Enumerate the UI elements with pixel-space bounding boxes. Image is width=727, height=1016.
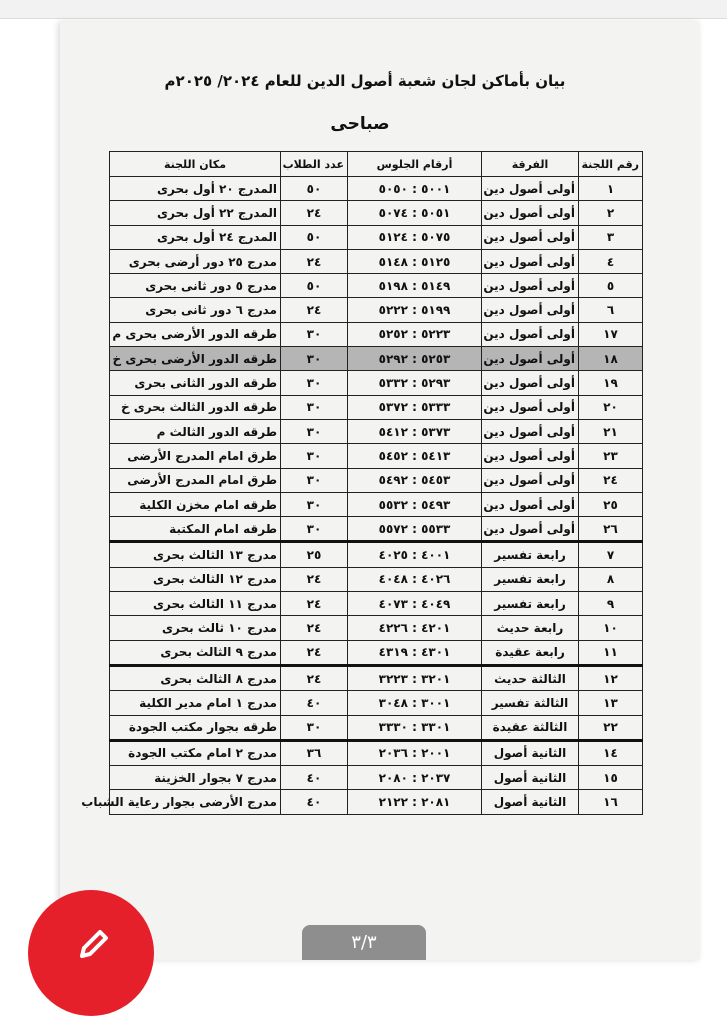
- grade-cell: رابعة حديث: [482, 616, 579, 640]
- seat-numbers-cell: ٤٠٤٩ : ٤٠٧٣: [348, 592, 482, 616]
- grade-cell: أولى أصول دين: [482, 517, 579, 542]
- committee-no-cell: ٢٢: [579, 715, 643, 740]
- student-count-cell: ٢٥: [281, 542, 348, 567]
- seat-numbers-cell: ٥٤٩٣ : ٥٥٣٢: [348, 492, 482, 516]
- committee-place-cell: مدرج ٩ الثالث بحرى: [110, 640, 281, 665]
- grade-cell: أولى أصول دين: [482, 444, 579, 468]
- table-row: [110, 665, 643, 690]
- seat-numbers-cell: ٣٠٠١ : ٣٠٤٨: [348, 691, 482, 715]
- student-count-cell: ٣٠: [281, 347, 348, 371]
- committee-place-cell: طرقه الدور الثالث بحرى خ: [110, 395, 281, 419]
- table-row: [110, 298, 643, 322]
- column-header-seat-numbers: أرقام الجلوس: [348, 152, 482, 177]
- committee-place-cell: طرقه الدور الثالث م: [110, 419, 281, 443]
- shift-label: صباحى: [330, 114, 390, 134]
- committee-place-cell: مدرج ١ امام مدير الكلية: [110, 691, 281, 715]
- column-header-grade: الفرقة: [482, 152, 579, 177]
- grade-cell: الثانية أصول: [482, 766, 579, 790]
- committee-place-cell: مدرج ٧ بجوار الخزينة: [110, 766, 281, 790]
- seat-numbers-cell: ٥٠٠١ : ٥٠٥٠: [348, 177, 482, 201]
- grade-cell: أولى أصول دين: [482, 249, 579, 273]
- student-count-cell: ٣٠: [281, 371, 348, 395]
- student-count-cell: ٥٠: [281, 274, 348, 298]
- viewer-top-bar: [0, 0, 727, 19]
- committee-no-cell: ١٢: [579, 665, 643, 690]
- seat-numbers-cell: ٢٠٠١ : ٢٠٣٦: [348, 740, 482, 765]
- seat-numbers-cell: ٥٥٣٣ : ٥٥٧٢: [348, 517, 482, 542]
- committee-no-cell: ٦: [579, 298, 643, 322]
- grade-cell: رابعة تفسير: [482, 567, 579, 591]
- grade-cell: أولى أصول دين: [482, 371, 579, 395]
- committee-no-cell: ١٠: [579, 616, 643, 640]
- committee-no-cell: ٣: [579, 225, 643, 249]
- seat-numbers-cell: ٥٢٩٣ : ٥٣٣٢: [348, 371, 482, 395]
- committee-no-cell: ٢٦: [579, 517, 643, 542]
- committee-no-cell: ٧: [579, 542, 643, 567]
- committee-no-cell: ٢٠: [579, 395, 643, 419]
- committees-table: [81, 151, 643, 815]
- seat-numbers-cell: ٥٠٥١ : ٥٠٧٤: [348, 201, 482, 225]
- seat-numbers-cell: ٣٢٠١ : ٣٢٢٣: [348, 665, 482, 690]
- grade-cell: الثانية أصول: [482, 740, 579, 765]
- table-row: [110, 468, 643, 492]
- committee-place-cell: المدرج ٢٠ أول بحرى: [110, 177, 281, 201]
- grade-cell: أولى أصول دين: [482, 322, 579, 346]
- table-row: [110, 371, 643, 395]
- table-row: [110, 616, 643, 640]
- committee-place-cell: المدرج ٢٢ أول بحرى: [110, 201, 281, 225]
- student-count-cell: ٤٠: [281, 691, 348, 715]
- committee-no-cell: ٩: [579, 592, 643, 616]
- seat-numbers-cell: ٥٤٥٣ : ٥٤٩٢: [348, 468, 482, 492]
- committee-place-cell: مدرج ١٣ الثالث بحرى: [110, 542, 281, 567]
- table-row: [110, 249, 643, 273]
- committee-place-cell: طرقه امام مخزن الكلية: [110, 492, 281, 516]
- table-row: [110, 715, 643, 740]
- committee-place-cell: مدرج ٦ دور ثانى بحرى: [110, 298, 281, 322]
- committee-place-cell: مدرج ١١ الثالث بحرى: [110, 592, 281, 616]
- committee-place-cell: المدرج ٢٤ أول بحرى: [110, 225, 281, 249]
- grade-cell: الثالثة عقيدة: [482, 715, 579, 740]
- committee-no-cell: ١٧: [579, 322, 643, 346]
- committee-no-cell: ١٣: [579, 691, 643, 715]
- committee-no-cell: ١٩: [579, 371, 643, 395]
- table-row: [110, 640, 643, 665]
- student-count-cell: ٢٤: [281, 592, 348, 616]
- student-count-cell: ٢٤: [281, 616, 348, 640]
- edit-fab-button[interactable]: [28, 890, 154, 1016]
- grade-cell: أولى أصول دين: [482, 395, 579, 419]
- grade-cell: الثالثة تفسير: [482, 691, 579, 715]
- table-row: [110, 322, 643, 346]
- committee-no-cell: ٢٥: [579, 492, 643, 516]
- committee-no-cell: ٢٣: [579, 444, 643, 468]
- student-count-cell: ٣٠: [281, 517, 348, 542]
- seat-numbers-cell: ٢٠٨١ : ٢١٢٢: [348, 790, 482, 814]
- seat-numbers-cell: ٥١٩٩ : ٥٢٢٢: [348, 298, 482, 322]
- committee-no-cell: ٢: [579, 201, 643, 225]
- grade-cell: أولى أصول دين: [482, 347, 579, 371]
- committee-place-cell: مدرج ٨ الثالث بحرى: [110, 665, 281, 690]
- committee-no-cell: ١٥: [579, 766, 643, 790]
- grade-cell: أولى أصول دين: [482, 274, 579, 298]
- column-header-committee-place: مكان اللجنة: [110, 152, 281, 177]
- table-row: [110, 567, 643, 591]
- student-count-cell: ٢٤: [281, 201, 348, 225]
- committee-no-cell: ١٤: [579, 740, 643, 765]
- student-count-cell: ٣٠: [281, 444, 348, 468]
- committee-place-cell: مدرج ٢٥ دور أرضى بحرى: [110, 249, 281, 273]
- committee-place-cell: طرقه امام المكتبة: [110, 517, 281, 542]
- column-header-committee-no: رقم اللجنة: [579, 152, 643, 177]
- table-row: [110, 766, 643, 790]
- grade-cell: رابعة تفسير: [482, 592, 579, 616]
- table-header-row: [110, 152, 643, 177]
- grade-cell: أولى أصول دين: [482, 468, 579, 492]
- student-count-cell: ٣٠: [281, 395, 348, 419]
- seat-numbers-cell: ٥٣٧٣ : ٥٤١٢: [348, 419, 482, 443]
- table-row: [110, 225, 643, 249]
- grade-cell: أولى أصول دين: [482, 419, 579, 443]
- committee-place-cell: مدرج ٥ دور ثانى بحرى: [110, 274, 281, 298]
- student-count-cell: ٥٠: [281, 177, 348, 201]
- table-row: [110, 592, 643, 616]
- student-count-cell: ٣٦: [281, 740, 348, 765]
- grade-cell: أولى أصول دين: [482, 177, 579, 201]
- seat-numbers-cell: ٤٣٠١ : ٤٣١٩: [348, 640, 482, 665]
- table-row: [110, 691, 643, 715]
- table-row: [110, 542, 643, 567]
- table-row: [110, 177, 643, 201]
- student-count-cell: ٣٠: [281, 715, 348, 740]
- committee-no-cell: ٢٤: [579, 468, 643, 492]
- student-count-cell: ٢٤: [281, 298, 348, 322]
- committee-place-cell: طرق امام المدرج الأرضى: [110, 468, 281, 492]
- committee-no-cell: ٨: [579, 567, 643, 591]
- seat-numbers-cell: ٥١٤٩ : ٥١٩٨: [348, 274, 482, 298]
- student-count-cell: ٣٠: [281, 468, 348, 492]
- committee-place-cell: مدرج ١٢ الثالث بحرى: [110, 567, 281, 591]
- grade-cell: أولى أصول دين: [482, 201, 579, 225]
- student-count-cell: ٣٠: [281, 322, 348, 346]
- table-row: [110, 444, 643, 468]
- table-row: [110, 492, 643, 516]
- seat-numbers-cell: ٤٠٢٦ : ٤٠٤٨: [348, 567, 482, 591]
- grade-cell: الثانية أصول: [482, 790, 579, 814]
- committee-no-cell: ١٦: [579, 790, 643, 814]
- seat-numbers-cell: ٤٠٠١ : ٤٠٢٥: [348, 542, 482, 567]
- table-row: [110, 740, 643, 765]
- committee-no-cell: ٢١: [579, 419, 643, 443]
- table-row: [110, 419, 643, 443]
- student-count-cell: ٣٠: [281, 492, 348, 516]
- seat-numbers-cell: ٤٢٠١ : ٤٢٢٦: [348, 616, 482, 640]
- seat-numbers-cell: ٥٢٢٣ : ٥٢٥٢: [348, 322, 482, 346]
- grade-cell: أولى أصول دين: [482, 492, 579, 516]
- seat-numbers-cell: ٥٠٧٥ : ٥١٢٤: [348, 225, 482, 249]
- student-count-cell: ٢٤: [281, 249, 348, 273]
- table-row: [110, 201, 643, 225]
- committee-place-cell: مدرج الأرضى بجوار رعاية الشباب: [110, 790, 281, 814]
- committee-no-cell: ١٨: [579, 347, 643, 371]
- student-count-cell: ٢٤: [281, 567, 348, 591]
- grade-cell: رابعة تفسير: [482, 542, 579, 567]
- committee-place-cell: مدرج ١٠ ثالث بحرى: [110, 616, 281, 640]
- committee-place-cell: طرقه الدور الثانى بحرى: [110, 371, 281, 395]
- seat-numbers-cell: ٣٣٠١ : ٣٣٣٠: [348, 715, 482, 740]
- seat-numbers-cell: ٥٢٥٣ : ٥٢٩٢: [348, 347, 482, 371]
- pencil-icon: [74, 924, 114, 964]
- committee-place-cell: طرقه الدور الأرضى بحرى خ: [110, 347, 281, 371]
- committee-no-cell: ٥: [579, 274, 643, 298]
- seat-numbers-cell: ٥٣٣٣ : ٥٣٧٢: [348, 395, 482, 419]
- committee-no-cell: ١١: [579, 640, 643, 665]
- table-row: [110, 347, 643, 371]
- grade-cell: رابعة عقيدة: [482, 640, 579, 665]
- table-row: [110, 517, 643, 542]
- committee-place-cell: طرقه بجوار مكتب الجودة: [110, 715, 281, 740]
- seat-numbers-cell: ٥١٢٥ : ٥١٤٨: [348, 249, 482, 273]
- student-count-cell: ٢٤: [281, 640, 348, 665]
- column-header-student-count: عدد الطلاب: [281, 152, 348, 177]
- student-count-cell: ٢٤: [281, 665, 348, 690]
- document-title: بيان بأماكن لجان شعبة أصول الدين للعام ٢٠٢٤/ ٢٠٢٥م: [164, 72, 566, 90]
- student-count-cell: ٤٠: [281, 790, 348, 814]
- table-row: [110, 395, 643, 419]
- student-count-cell: ٤٠: [281, 766, 348, 790]
- grade-cell: أولى أصول دين: [482, 225, 579, 249]
- table-row: [110, 274, 643, 298]
- student-count-cell: ٣٠: [281, 419, 348, 443]
- committee-no-cell: ٤: [579, 249, 643, 273]
- student-count-cell: ٥٠: [281, 225, 348, 249]
- page-indicator: ٣/٣: [302, 925, 426, 960]
- grade-cell: أولى أصول دين: [482, 298, 579, 322]
- committee-place-cell: مدرج ٢ امام مكتب الجودة: [110, 740, 281, 765]
- grade-cell: الثالثة حديث: [482, 665, 579, 690]
- committee-place-cell: طرق امام المدرج الأرضى: [110, 444, 281, 468]
- committee-no-cell: ١: [579, 177, 643, 201]
- seat-numbers-cell: ٥٤١٣ : ٥٤٥٢: [348, 444, 482, 468]
- seat-numbers-cell: ٢٠٣٧ : ٢٠٨٠: [348, 766, 482, 790]
- table-row: [110, 790, 643, 814]
- committee-place-cell: طرقه الدور الأرضى بحرى م: [110, 322, 281, 346]
